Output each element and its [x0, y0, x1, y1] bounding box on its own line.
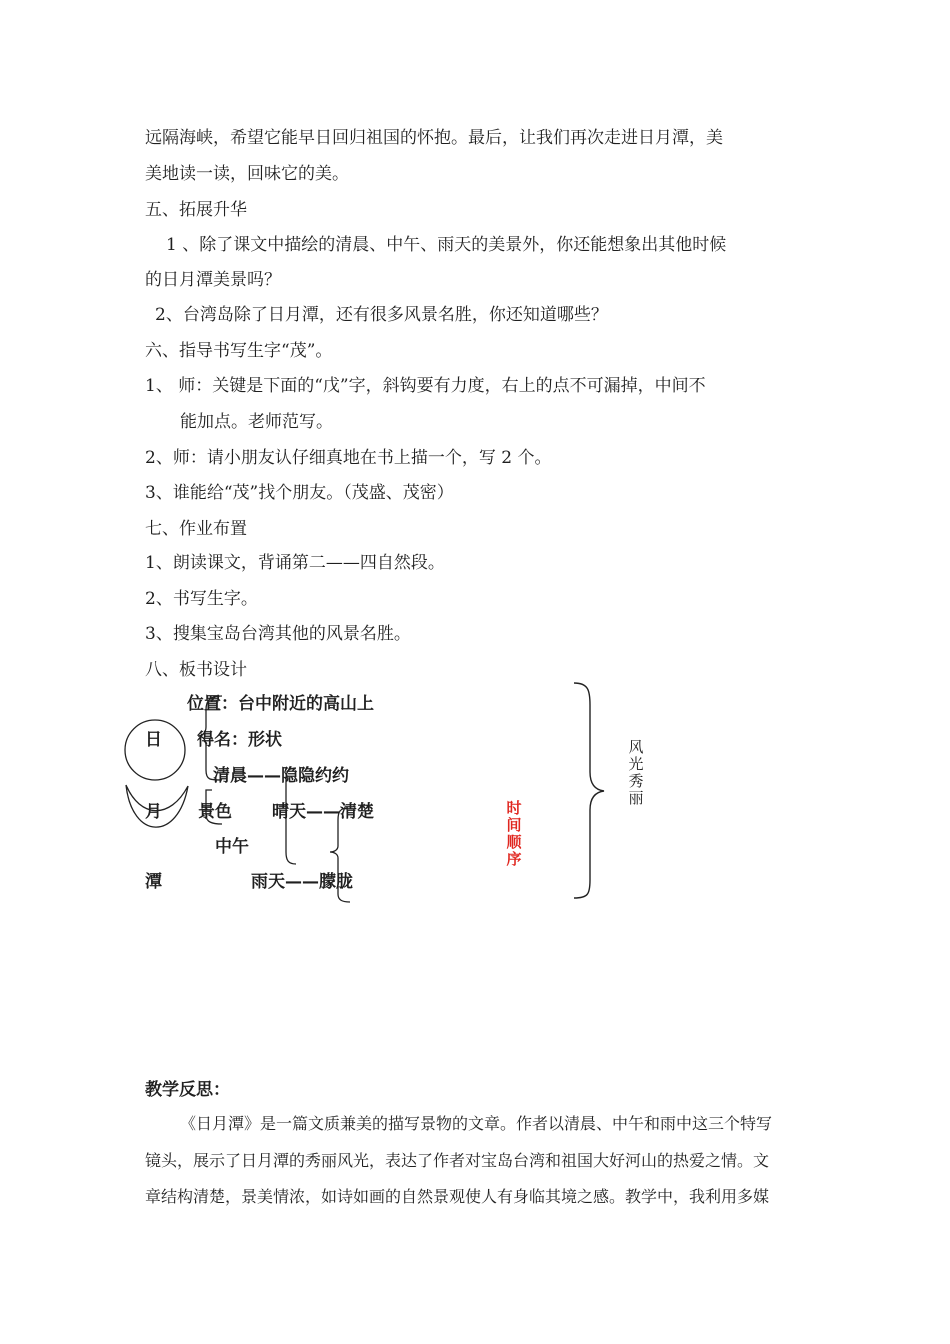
list-item-continuation: 能加点。老师范写。 — [180, 412, 333, 432]
section-heading-5: 五、拓展升华 — [145, 200, 247, 220]
list-item: 3、搜集宝岛台湾其他的风景名胜。 — [145, 624, 411, 644]
reflection-line: 章结构清楚，景美情浓，如诗如画的自然景观使人有身临其境之感。教学中，我利用多媒 — [145, 1187, 770, 1206]
section-heading-7: 七、作业布置 — [145, 519, 247, 539]
board-time-order: 时间顺序 — [506, 799, 522, 868]
section-heading-8: 八、板书设计 — [145, 660, 247, 680]
question-1-line-2: 的日月潭美景吗？ — [145, 270, 281, 290]
list-item: 1、 师：关键是下面的“戊”字，斜钩要有力度，右上的点不可漏掉，中间不 — [145, 376, 706, 396]
paragraph-line: 远隔海峡，希望它能早日回归祖国的怀抱。最后，让我们再次走进日月潭，美 — [145, 128, 723, 148]
list-item: 3、谁能给“茂”找个朋友。（茂盛、茂密） — [145, 483, 454, 503]
board-ri: 日 — [145, 730, 162, 750]
question-2: 2、台湾岛除了日月潭，还有很多风景名胜，你还知道哪些？ — [155, 305, 608, 325]
paragraph-line: 美地读一读，回味它的美。 — [145, 164, 349, 184]
list-item: 2、师：请小朋友认仔细真地在书上描一个，写 2 个。 — [145, 448, 552, 468]
board-rainy: 雨天——朦胧 — [251, 872, 353, 892]
reflection-line: 《日月潭》是一篇文质兼美的描写景物的文章。作者以清晨、中午和雨中这三个特写 — [180, 1114, 773, 1133]
board-scenery: 景色 — [198, 802, 232, 822]
board-noon: 中午 — [215, 837, 249, 857]
list-item: 1、朗读课文，背诵第二——四自然段。 — [145, 553, 445, 573]
board-position: 位置：台中附近的高山上 — [187, 694, 374, 714]
reflection-line: 镜头，展示了日月潭的秀丽风光，表达了作者对宝岛台湾和祖国大好河山的热爱之情。文 — [145, 1151, 770, 1170]
board-beauty: 风光秀丽 — [628, 738, 644, 807]
list-item: 2、书写生字。 — [145, 589, 258, 609]
board-sunny: 晴天——清楚 — [272, 802, 374, 822]
board-yue: 月 — [145, 802, 162, 822]
reflection-heading: 教学反思： — [145, 1080, 230, 1100]
section-heading-6: 六、指导书写生字“茂”。 — [145, 341, 333, 361]
board-tan: 潭 — [145, 872, 162, 892]
board-morning: 清晨——隐隐约约 — [213, 766, 349, 786]
question-1-line-1: 1 、除了课文中描绘的清晨、中午、雨天的美景外，你还能想象出其他时候 — [166, 235, 727, 255]
board-name: 得名：形状 — [197, 730, 282, 750]
brace-right-shape — [574, 683, 604, 898]
